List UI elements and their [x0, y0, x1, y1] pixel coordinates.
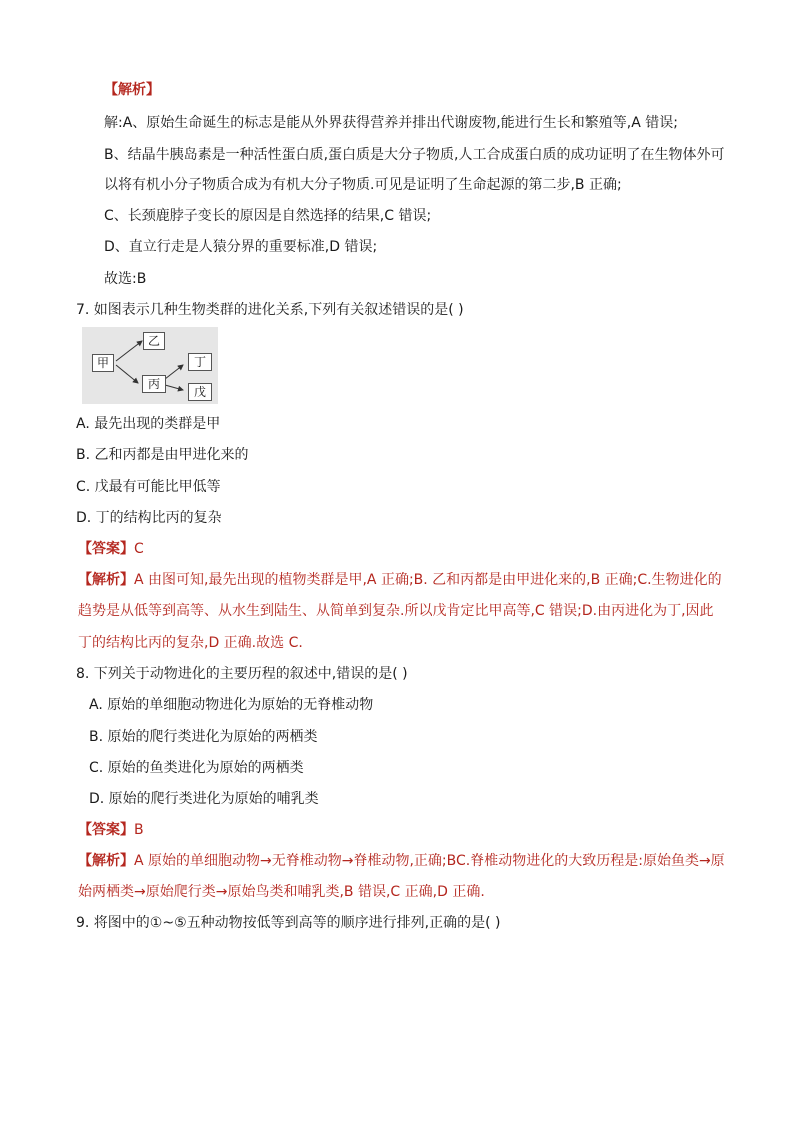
q7-evolution-diagram	[82, 327, 218, 404]
q7-node-wu: 戊	[188, 383, 212, 401]
q8-option-b: B. 原始的爬行类进化为原始的两栖类	[89, 729, 318, 745]
q7-node-ding: 丁	[188, 353, 212, 371]
q8-answer	[78, 820, 144, 840]
q8-analysis-line: 始两栖类→原始爬行类→原始鸟类和哺乳类,B 错误,C 正确,D 正确.	[78, 884, 485, 900]
analysis-text: A 原始的单细胞动物→无脊椎动物→脊椎动物,正确;BC.脊椎动物进化的大致历程是:原始鱼类→原	[134, 853, 725, 869]
q8-option-c: C. 原始的鱼类进化为原始的两栖类	[89, 760, 304, 776]
prev-analysis-line: C、长颈鹿脖子变长的原因是自然选择的结果,C 错误;	[104, 208, 432, 224]
prev-analysis-line: B、结晶牛胰岛素是一种活性蛋白质,蛋白质是大分子物质,人工合成蛋白质的成功证明了在生物体外可	[104, 147, 725, 163]
q7-node-yi: 乙	[143, 332, 165, 350]
q7-node-jia: 甲	[92, 354, 114, 372]
q7-node-bing: 丙	[142, 375, 166, 393]
analysis-label: 【解析】	[78, 853, 134, 869]
q7-analysis-line	[78, 570, 722, 590]
q7-answer	[78, 539, 144, 559]
answer-value: B	[134, 822, 144, 838]
prev-analysis-line: 解:A、原始生命诞生的标志是能从外界获得营养并排出代谢废物,能进行生长和繁殖等,A 错误;	[104, 115, 678, 131]
prev-analysis-line: 故选:B	[104, 271, 147, 287]
q9-stem: 9. 将图中的①~⑤五种动物按低等到高等的顺序进行排列,正确的是( )	[76, 915, 501, 931]
prev-analysis-heading: 【解析】	[104, 82, 160, 98]
prev-analysis-line: D、直立行走是人猿分界的重要标准,D 错误;	[104, 239, 378, 255]
analysis-text: A 由图可知,最先出现的植物类群是甲,A 正确;B. 乙和丙都是由甲进化来的,B 正确;C.生物进化的	[134, 572, 722, 588]
q8-option-a: A. 原始的单细胞动物进化为原始的无脊椎动物	[89, 697, 374, 713]
answer-label: 【答案】	[78, 822, 134, 838]
answer-label: 【答案】	[78, 541, 134, 557]
q7-option-a: A. 最先出现的类群是甲	[76, 416, 221, 432]
answer-value: C	[134, 541, 144, 557]
q8-analysis-line	[78, 851, 725, 871]
q8-stem: 8. 下列关于动物进化的主要历程的叙述中,错误的是( )	[76, 666, 408, 682]
q7-option-b: B. 乙和丙都是由甲进化来的	[76, 447, 249, 463]
q7-option-c: C. 戊最有可能比甲低等	[76, 479, 221, 495]
q7-stem: 7. 如图表示几种生物类群的进化关系,下列有关叙述错误的是( )	[76, 302, 464, 318]
q7-analysis-line: 趋势是从低等到高等、从水生到陆生、从简单到复杂.所以戊肯定比甲高等,C 错误;D.由丙进化为丁,因此	[78, 603, 714, 619]
q7-analysis-line: 丁的结构比丙的复杂,D 正确.故选 C.	[78, 635, 303, 651]
prev-analysis-line: 以将有机小分子物质合成为有机大分子物质.可见是证明了生命起源的第二步,B 正确;	[104, 177, 622, 193]
analysis-label: 【解析】	[78, 572, 134, 588]
q8-option-d: D. 原始的爬行类进化为原始的哺乳类	[89, 791, 319, 807]
q7-option-d: D. 丁的结构比丙的复杂	[76, 510, 222, 526]
